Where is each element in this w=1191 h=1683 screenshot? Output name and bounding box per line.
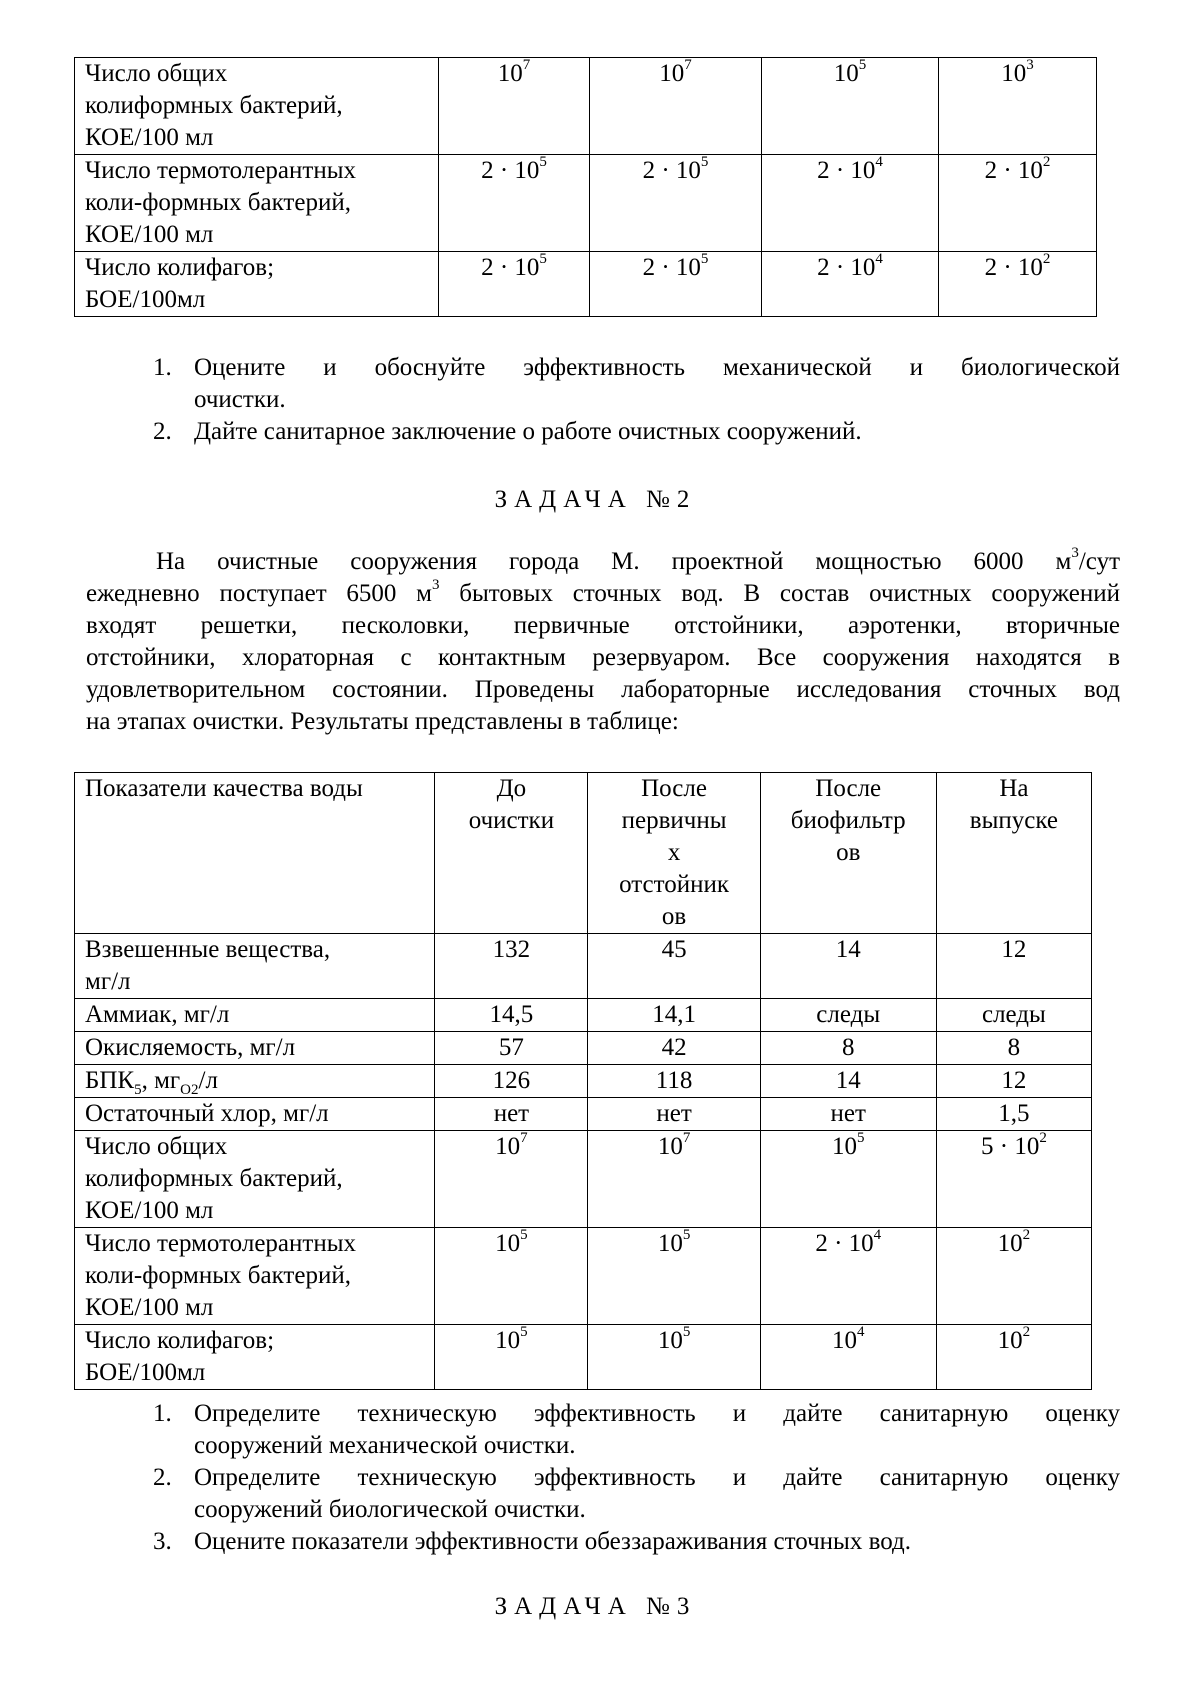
task-description: На очистные сооружения города М. проектной мощностью 6000 $м^3$/сут ежедневно поступает 6500 $м^3$ бытовых сточных вод. В состав очистных сооружений входят решетки, песколовки, первичные отстойники, аэротенки, вторичные отстойники, хлораторная с контактным резервуаром. Все сооружения находятся в удовлетворительном состоянии. Проведены лабораторные исследования сточных вод на этапах очистки. Результаты представлены в таблице: bbox=[86, 544, 1120, 735]
table-cell: $2 \cdot 10^5$ bbox=[590, 252, 762, 317]
table-cell: $10^5$ bbox=[760, 1131, 936, 1228]
table-cell: $2 \cdot 10^2$ bbox=[939, 155, 1097, 252]
table-cell: нет bbox=[435, 1098, 588, 1131]
table-cell: 14 bbox=[760, 1065, 936, 1098]
task-heading: ЗАДАЧА №2 bbox=[494, 486, 697, 513]
table-cell: $10^4$ bbox=[760, 1325, 936, 1390]
table-row bbox=[75, 999, 1092, 1032]
table-cell: $10^5$ bbox=[435, 1325, 588, 1390]
table-row bbox=[75, 1325, 1092, 1390]
table-cell: $10^7$ bbox=[439, 58, 590, 155]
table-cell: следы bbox=[760, 999, 936, 1032]
table-cell: $10^7$ bbox=[588, 1131, 760, 1228]
row-label: Число термотолерантных коли-формных бактерий, КОЕ/100 мл bbox=[75, 1228, 435, 1325]
table-cell: нет bbox=[588, 1098, 760, 1131]
results-table-1 bbox=[74, 57, 1097, 317]
table-row bbox=[75, 252, 1097, 317]
table-cell: 118 bbox=[588, 1065, 760, 1098]
table-row bbox=[75, 934, 1092, 999]
row-label: Взвешенные вещества, мг/л bbox=[75, 934, 435, 999]
table-cell: $10^7$ bbox=[435, 1131, 588, 1228]
questions-list-1 bbox=[75, 352, 1120, 448]
list-item: 3. Оцените показатели эффективности обеззараживания сточных вод. bbox=[153, 1528, 911, 1555]
row-label: Число общих колиформных бактерий, КОЕ/100 мл bbox=[75, 58, 439, 155]
questions-list-2 bbox=[75, 1398, 1120, 1558]
column-header: До очистки bbox=[435, 773, 588, 934]
table-cell: 57 bbox=[435, 1032, 588, 1065]
table-cell: $2 \cdot 10^4$ bbox=[760, 1228, 936, 1325]
table-row bbox=[75, 1228, 1092, 1325]
table-cell: $10^3$ bbox=[939, 58, 1097, 155]
table-cell: $2 \cdot 10^2$ bbox=[939, 252, 1097, 317]
table-cell: 12 bbox=[936, 1065, 1091, 1098]
table-cell: следы bbox=[936, 999, 1091, 1032]
list-item: 1. Определите техническую эффективность и дайте санитарную оценку сооружений механической очистки. bbox=[153, 1400, 1120, 1459]
table-cell: 8 bbox=[936, 1032, 1091, 1065]
row-label: Число общих колиформных бактерий, КОЕ/100 мл bbox=[75, 1131, 435, 1228]
column-header: На выпуске bbox=[936, 773, 1091, 934]
row-label: Аммиак, мг/л bbox=[75, 999, 435, 1032]
row-label: Остаточный хлор, мг/л bbox=[75, 1098, 435, 1131]
table-cell: $2 \cdot 10^5$ bbox=[439, 155, 590, 252]
column-header: После первичны х отстойник ов bbox=[588, 773, 760, 934]
row-label: Число термотолерантных коли-формных бактерий, КОЕ/100 мл bbox=[75, 155, 439, 252]
table-cell: нет bbox=[760, 1098, 936, 1131]
table-cell: $10^5$ bbox=[588, 1325, 760, 1390]
table-cell: 132 bbox=[435, 934, 588, 999]
table-cell: $10^5$ bbox=[588, 1228, 760, 1325]
table-cell: 45 bbox=[588, 934, 760, 999]
table-row bbox=[75, 58, 1097, 155]
row-label: Число колифагов; БОЕ/100мл bbox=[75, 252, 439, 317]
row-label: $БПК_5$, $мг_{O2}/л$ bbox=[75, 1065, 435, 1098]
table-cell: $10^7$ bbox=[590, 58, 762, 155]
table-row bbox=[75, 1131, 1092, 1228]
table-cell: 126 bbox=[435, 1065, 588, 1098]
table-cell: 14,5 bbox=[435, 999, 588, 1032]
table-cell: $10^5$ bbox=[762, 58, 939, 155]
table-cell: $2 \cdot 10^4$ bbox=[762, 252, 939, 317]
task-heading: ЗАДАЧА №3 bbox=[494, 1593, 697, 1620]
table-cell: 1,5 bbox=[936, 1098, 1091, 1131]
table-cell: $2 \cdot 10^4$ bbox=[762, 155, 939, 252]
row-label: Число колифагов; БОЕ/100мл bbox=[75, 1325, 435, 1390]
table-header-row bbox=[75, 773, 1092, 934]
table-row bbox=[75, 1065, 1092, 1098]
list-item: 2. Определите техническую эффективность и дайте санитарную оценку сооружений биологической очистки. bbox=[153, 1464, 1120, 1523]
table-cell: $2 \cdot 10^5$ bbox=[439, 252, 590, 317]
table-cell: 42 bbox=[588, 1032, 760, 1065]
table-cell: $10^2$ bbox=[936, 1228, 1091, 1325]
row-label: Окисляемость, мг/л bbox=[75, 1032, 435, 1065]
table-cell: 14 bbox=[760, 934, 936, 999]
table-row bbox=[75, 155, 1097, 252]
table-cell: 14,1 bbox=[588, 999, 760, 1032]
table-cell: $2 \cdot 10^5$ bbox=[590, 155, 762, 252]
table-cell: $10^2$ bbox=[936, 1325, 1091, 1390]
table-cell: 12 bbox=[936, 934, 1091, 999]
list-item: 2. Дайте санитарное заключение о работе очистных сооружений. bbox=[153, 418, 862, 445]
list-item: 1. Оцените и обоснуйте эффективность механической и биологической очистки. bbox=[153, 354, 1120, 413]
table-row bbox=[75, 1098, 1092, 1131]
table-cell: $10^5$ bbox=[435, 1228, 588, 1325]
column-header: Показатели качества воды bbox=[75, 773, 435, 934]
column-header: После биофильтр ов bbox=[760, 773, 936, 934]
table-row bbox=[75, 1032, 1092, 1065]
results-table-2 bbox=[74, 772, 1092, 1390]
table-cell: $5 \cdot 10^2$ bbox=[936, 1131, 1091, 1228]
table-cell: 8 bbox=[760, 1032, 936, 1065]
